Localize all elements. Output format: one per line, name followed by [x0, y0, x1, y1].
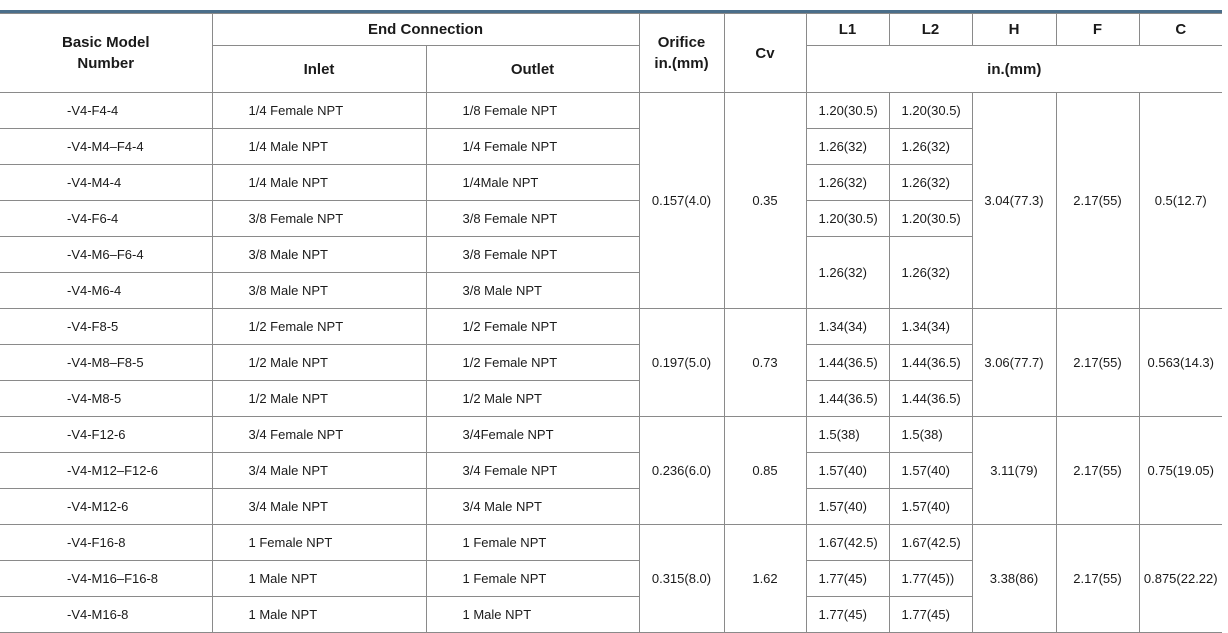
cell-l2: 1.34(34) [889, 309, 972, 345]
cell-f: 2.17(55) [1056, 309, 1139, 417]
cell-inlet: 1/4 Female NPT [212, 93, 426, 129]
table-row [0, 525, 1222, 561]
cell-outlet: 1/2 Male NPT [426, 381, 639, 417]
cell-outlet: 1/4 Female NPT [426, 129, 639, 165]
cell-orifice: 0.197(5.0) [639, 309, 724, 417]
cell-model: -V4-F4-4 [0, 93, 212, 129]
cell-inlet: 3/8 Female NPT [212, 201, 426, 237]
cell-l1: 1.57(40) [806, 489, 889, 525]
cell-model: -V4-M6-4 [0, 273, 212, 309]
cell-l1: 1.44(36.5) [806, 381, 889, 417]
cell-inlet: 1/2 Female NPT [212, 309, 426, 345]
header-model: Basic Model Number [0, 14, 212, 93]
cell-inlet: 1/2 Male NPT [212, 381, 426, 417]
cell-c: 0.563(14.3) [1139, 309, 1222, 417]
cell-l2: 1.26(32) [889, 129, 972, 165]
cell-l1: 1.44(36.5) [806, 345, 889, 381]
cell-l1: 1.26(32) [806, 237, 889, 309]
cell-c: 0.5(12.7) [1139, 93, 1222, 309]
table-row [0, 309, 1222, 345]
header-orifice: Orifice in.(mm) [639, 14, 724, 93]
cell-c: 0.75(19.05) [1139, 417, 1222, 525]
cell-l2: 1.44(36.5) [889, 345, 972, 381]
header-l1: L1 [806, 14, 889, 46]
cell-h: 3.04(77.3) [972, 93, 1056, 309]
cell-inlet: 1 Male NPT [212, 561, 426, 597]
cell-l1: 1.5(38) [806, 417, 889, 453]
cell-orifice: 0.236(6.0) [639, 417, 724, 525]
cell-f: 2.17(55) [1056, 417, 1139, 525]
cell-inlet: 1 Male NPT [212, 597, 426, 633]
header-end-connection: End Connection [212, 14, 639, 46]
header-cv: Cv [724, 14, 806, 93]
cell-l2: 1.26(32) [889, 237, 972, 309]
cell-l1: 1.20(30.5) [806, 93, 889, 129]
cell-l2: 1.57(40) [889, 453, 972, 489]
cell-inlet: 1/2 Male NPT [212, 345, 426, 381]
cell-l1: 1.67(42.5) [806, 525, 889, 561]
cell-outlet: 1/2 Female NPT [426, 309, 639, 345]
cell-outlet: 3/8 Male NPT [426, 273, 639, 309]
cell-outlet: 3/4 Male NPT [426, 489, 639, 525]
cell-cv: 0.85 [724, 417, 806, 525]
cell-l1: 1.77(45) [806, 561, 889, 597]
cell-f: 2.17(55) [1056, 525, 1139, 633]
cell-l1: 1.34(34) [806, 309, 889, 345]
cell-outlet: 3/8 Female NPT [426, 237, 639, 273]
header-units: in.(mm) [806, 46, 1222, 93]
cell-model: -V4-F12-6 [0, 417, 212, 453]
cell-l1: 1.20(30.5) [806, 201, 889, 237]
table-row [0, 417, 1222, 453]
cell-inlet: 3/4 Female NPT [212, 417, 426, 453]
cell-model: -V4-M8–F8-5 [0, 345, 212, 381]
header-outlet: Outlet [426, 46, 639, 93]
header-f: F [1056, 14, 1139, 46]
cell-model: -V4-M4–F4-4 [0, 129, 212, 165]
cell-model: -V4-M16–F16-8 [0, 561, 212, 597]
cell-l2: 1.26(32) [889, 165, 972, 201]
cell-l2: 1.77(45) [889, 597, 972, 633]
cell-inlet: 1/4 Male NPT [212, 165, 426, 201]
cell-cv: 0.73 [724, 309, 806, 417]
cell-outlet: 1/8 Female NPT [426, 93, 639, 129]
cell-outlet: 3/8 Female NPT [426, 201, 639, 237]
cell-l2: 1.44(36.5) [889, 381, 972, 417]
cell-outlet: 3/4 Female NPT [426, 453, 639, 489]
cell-l2: 1.57(40) [889, 489, 972, 525]
cell-l1: 1.26(32) [806, 165, 889, 201]
cell-l2: 1.77(45)) [889, 561, 972, 597]
cell-model: -V4-M12–F12-6 [0, 453, 212, 489]
cell-model: -V4-F8-5 [0, 309, 212, 345]
header-l2: L2 [889, 14, 972, 46]
cell-outlet: 1/4Male NPT [426, 165, 639, 201]
cell-outlet: 1 Female NPT [426, 561, 639, 597]
cell-h: 3.38(86) [972, 525, 1056, 633]
cell-l2: 1.5(38) [889, 417, 972, 453]
cell-cv: 1.62 [724, 525, 806, 633]
cell-l1: 1.77(45) [806, 597, 889, 633]
cell-l2: 1.67(42.5) [889, 525, 972, 561]
cell-model: -V4-F6-4 [0, 201, 212, 237]
cell-inlet: 3/4 Male NPT [212, 453, 426, 489]
cell-l1: 1.26(32) [806, 129, 889, 165]
cell-model: -V4-M6–F6-4 [0, 237, 212, 273]
header-inlet: Inlet [212, 46, 426, 93]
cell-l1: 1.57(40) [806, 453, 889, 489]
cell-orifice: 0.157(4.0) [639, 93, 724, 309]
cell-h: 3.11(79) [972, 417, 1056, 525]
cell-outlet: 1/2 Female NPT [426, 345, 639, 381]
cell-inlet: 3/4 Male NPT [212, 489, 426, 525]
header-c: C [1139, 14, 1222, 46]
cell-model: -V4-M12-6 [0, 489, 212, 525]
table-row [0, 93, 1222, 129]
header-h: H [972, 14, 1056, 46]
cell-f: 2.17(55) [1056, 93, 1139, 309]
cell-model: -V4-M16-8 [0, 597, 212, 633]
cell-inlet: 1/4 Male NPT [212, 129, 426, 165]
cell-model: -V4-F16-8 [0, 525, 212, 561]
cell-model: -V4-M8-5 [0, 381, 212, 417]
cell-cv: 0.35 [724, 93, 806, 309]
spec-table [0, 13, 1222, 633]
cell-outlet: 3/4Female NPT [426, 417, 639, 453]
cell-inlet: 3/8 Male NPT [212, 237, 426, 273]
cell-h: 3.06(77.7) [972, 309, 1056, 417]
cell-l2: 1.20(30.5) [889, 93, 972, 129]
cell-orifice: 0.315(8.0) [639, 525, 724, 633]
cell-outlet: 1 Female NPT [426, 525, 639, 561]
cell-inlet: 3/8 Male NPT [212, 273, 426, 309]
cell-outlet: 1 Male NPT [426, 597, 639, 633]
cell-model: -V4-M4-4 [0, 165, 212, 201]
cell-c: 0.875(22.22) [1139, 525, 1222, 633]
cell-l2: 1.20(30.5) [889, 201, 972, 237]
cell-inlet: 1 Female NPT [212, 525, 426, 561]
